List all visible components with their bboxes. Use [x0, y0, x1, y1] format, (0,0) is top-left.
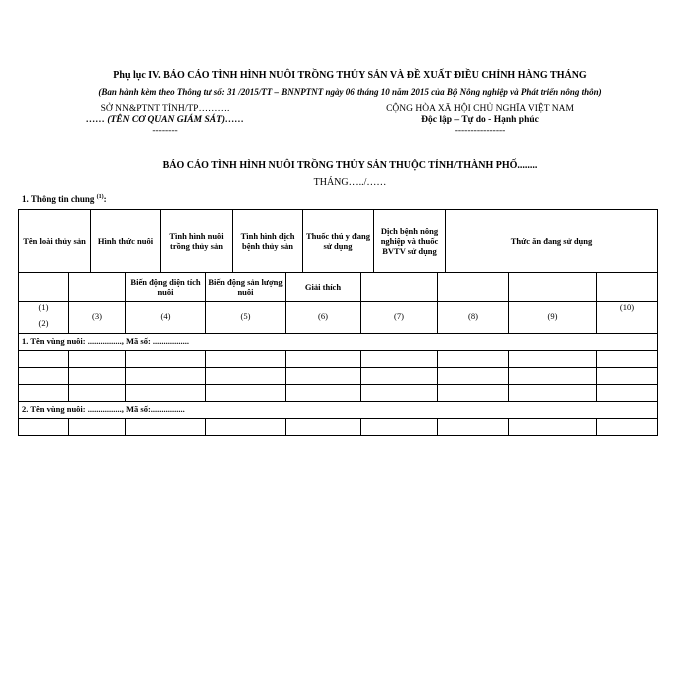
header-aquaculture-status: Tình hình nuôi trồng thủy sản: [169, 231, 224, 251]
area-2-label: 2. Tên vùng nuôi: ................, Mã số:................: [22, 404, 185, 414]
col-number-9: (9): [547, 311, 558, 321]
footnote-ref: (1): [96, 194, 104, 200]
section-general-info-label: 1. Thông tin chung: [22, 194, 95, 204]
subheader-area-change: Biến động diện tích nuôi: [130, 277, 201, 297]
header-disease-status: Tình hình dịch bệnh thủy sản: [240, 231, 295, 251]
col-number-2: (2): [38, 318, 49, 328]
header-feed-used: Thức ăn đang sử dụng: [510, 236, 593, 246]
col-number-1: (1): [38, 302, 49, 312]
appendix-subtitle: (Ban hành kèm theo Thông tư số: 31 /2015/TT – BNNPTNT ngày 06 tháng 10 năm 2015 của Bộ Nông nghiệp và Phát triển nông thôn): [98, 87, 602, 97]
month-line: THÁNG…../……: [313, 177, 387, 188]
col-number-5: (5): [240, 311, 251, 321]
col-number-7: (7): [394, 311, 404, 321]
subheader-explanation: Giải thích: [304, 282, 342, 292]
col-number-10: (10): [619, 302, 635, 312]
header-veterinary-drugs: Thuốc thú y đang sử dụng: [305, 231, 370, 251]
section-general-info-colon: :: [103, 194, 107, 204]
col-number-8: (8): [468, 311, 478, 321]
header-species-name: Tên loài thủy sản: [23, 236, 86, 246]
header-agri-disease-pesticides: Dịch bệnh nông nghiệp và thuốc BVTV sử dụng: [380, 226, 439, 256]
area-1-label: 1. Tên vùng nuôi: ................, Mã số: .................: [22, 336, 190, 346]
report-title: BÁO CÁO TÌNH HÌNH NUÔI TRỒNG THỦY SẢN THUỘC TỈNH/THÀNH PHỐ........: [162, 160, 538, 171]
left-divider: --------: [152, 126, 178, 136]
header-farming-method: Hình thức nuôi: [97, 236, 154, 246]
motto: Độc lập – Tự do - Hạnh phúc: [421, 115, 539, 125]
col-number-3: (3): [92, 311, 102, 321]
appendix-title: Phụ lục IV. BÁO CÁO TÌNH HÌNH NUÔI TRỒNG THỦY SẢN VÀ ĐỀ XUẤT ĐIỀU CHỈNH HÀNG THÁNG: [113, 70, 587, 81]
col-number-6: (6): [318, 311, 328, 321]
agency-line: …… (TÊN CƠ QUAN GIÁM SÁT)……: [85, 115, 245, 125]
department-line: SỞ NN&PTNT TỈNH/TP……….: [100, 104, 230, 114]
subheader-output-change: Biến động sản lượng nuôi: [208, 277, 283, 297]
col-number-4: (4): [160, 311, 171, 321]
country-name: CỘNG HÒA XÃ HỘI CHỦ NGHĨA VIỆT NAM: [386, 104, 574, 114]
right-divider: ----------------: [454, 126, 506, 136]
